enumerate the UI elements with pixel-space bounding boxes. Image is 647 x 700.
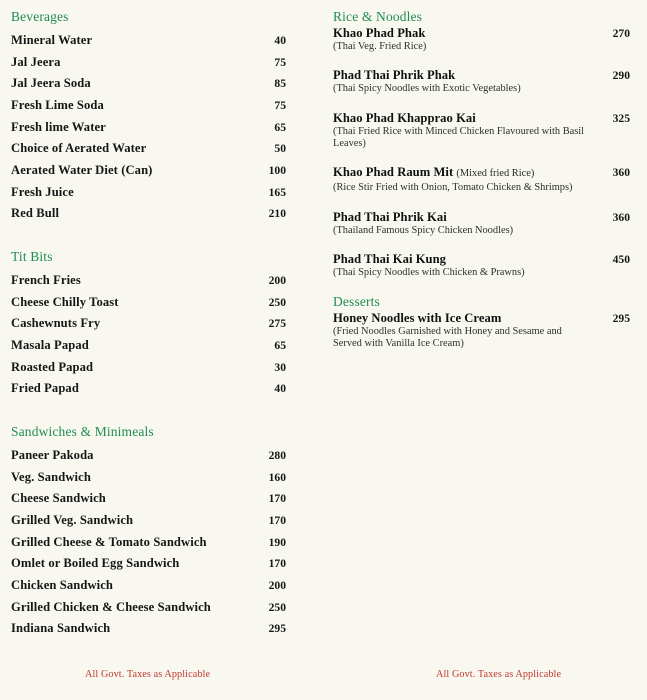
menu-item-price: 360: [612, 210, 630, 224]
menu-item-price: 30: [274, 360, 286, 374]
menu-item-row: [11, 556, 286, 578]
menu-item-name: Fresh lime Water: [11, 119, 106, 134]
menu-item-row: [333, 111, 630, 151]
menu-section: [333, 295, 630, 351]
section-heading: Beverages: [11, 9, 69, 24]
menu-item-price: 295: [268, 622, 286, 636]
menu-item-description: (Rice Stir Fried with Onion, Tomato Chicken & Shrimps): [333, 182, 573, 194]
menu-item-row: [11, 163, 286, 185]
menu-item-title-line: [333, 165, 592, 182]
menu-item-row: [333, 252, 630, 279]
menu-item-name: Choice of Aerated Water: [11, 141, 147, 156]
menu-item-name: Khao Phad Phak: [333, 25, 426, 40]
menu-item-price: 170: [268, 492, 286, 506]
menu-item-title-line: [333, 252, 592, 267]
menu-item-name: Masala Papad: [11, 337, 89, 352]
menu-item-row: [11, 600, 286, 622]
menu-item-row: [333, 210, 630, 237]
menu-item-price: 165: [268, 185, 286, 199]
menu-item-title-line: [333, 210, 592, 225]
menu-item-price: 450: [612, 253, 630, 267]
menu-item-title-line: [333, 111, 592, 126]
menu-section: [333, 10, 630, 280]
menu-item-name: Khao Phad Raum Mit: [333, 165, 454, 180]
menu-item-price: 190: [268, 535, 286, 549]
menu-item-text: [333, 165, 600, 194]
menu-item-price: 210: [268, 207, 286, 221]
menu-item-row: [11, 360, 286, 382]
menu-item-name: French Fries: [11, 272, 81, 287]
section-heading: Rice & Noodles: [333, 9, 423, 24]
menu-item-name: Fried Papad: [11, 381, 79, 396]
menu-item-row: [11, 141, 286, 163]
menu-item-row: [11, 381, 286, 403]
menu-item-name: Cheese Sandwich: [11, 491, 106, 506]
menu-item-description: (Fried Noodles Garnished with Honey and Sesame and Served with Vanilla Ice Cream): [333, 325, 562, 349]
menu-item-row: [11, 33, 286, 55]
menu-item-row: [11, 185, 286, 207]
menu-item-name: Fresh Juice: [11, 184, 74, 199]
menu-item-price: 85: [274, 77, 286, 91]
menu-item-name-note: (Mixed fried Rice): [456, 168, 535, 180]
menu-item-row: [11, 621, 286, 643]
menu-item-name: Grilled Chicken & Cheese Sandwich: [11, 599, 211, 614]
menu-item-price: 65: [274, 120, 286, 134]
menu-item-text: [333, 111, 600, 151]
menu-item-price: 40: [274, 382, 286, 396]
menu-item-name: Grilled Veg. Sandwich: [11, 512, 134, 527]
menu-item-name: Veg. Sandwich: [11, 469, 91, 484]
menu-item-name: Omlet or Boiled Egg Sandwich: [11, 556, 180, 571]
menu-item-name: Grilled Cheese & Tomato Sandwich: [11, 534, 207, 549]
menu-item-row: [333, 311, 630, 351]
menu-item-row: [11, 55, 286, 77]
menu-item-name: Fresh Lime Soda: [11, 97, 104, 112]
menu-item-description: (Thailand Famous Spicy Chicken Noodles): [333, 224, 514, 236]
menu-section: [11, 250, 286, 403]
menu-item-row: [11, 578, 286, 600]
menu-item-title-line: [333, 68, 592, 83]
menu-item-row: [11, 76, 286, 98]
menu-item-row: [11, 448, 286, 470]
menu-item-price: 270: [612, 26, 630, 40]
menu-item-name: Cheese Chilly Toast: [11, 294, 119, 309]
menu-item-price: 170: [268, 513, 286, 527]
menu-item-row: [11, 535, 286, 557]
menu-item-row: [333, 26, 630, 53]
menu-column-right: [324, 0, 647, 700]
menu-item-price: 50: [274, 142, 286, 156]
menu-item-row: [11, 206, 286, 228]
section-heading: Tit Bits: [11, 249, 53, 265]
menu-item-name: Honey Noodles with Ice Cream: [333, 310, 502, 325]
menu-item-price: 290: [612, 69, 630, 83]
menu-item-title-line: [333, 26, 592, 41]
menu-item-price: 75: [274, 98, 286, 112]
menu-item-price: 360: [612, 166, 630, 180]
menu-item-name: Jal Jeera Soda: [11, 76, 91, 91]
menu-item-name: Phad Thai Phrik Phak: [333, 68, 456, 83]
menu-item-price: 295: [612, 311, 630, 325]
menu-item-row: [11, 295, 286, 317]
section-heading: Sandwiches & Minimeals: [11, 424, 154, 439]
menu-item-price: 100: [268, 163, 286, 177]
menu-item-name: Phad Thai Kai Kung: [333, 252, 447, 267]
menu-item-name: Aerated Water Diet (Can): [11, 162, 153, 177]
menu-item-name: Cashewnuts Fry: [11, 316, 101, 331]
menu-item-description: (Thai Veg. Fried Rice): [333, 40, 427, 52]
menu-item-price: 200: [268, 578, 286, 592]
menu-item-row: [11, 98, 286, 120]
menu-item-row: [11, 470, 286, 492]
menu-item-price: 40: [274, 33, 286, 47]
menu-section: [11, 425, 286, 643]
menu-item-row: [11, 338, 286, 360]
section-heading: Desserts: [333, 293, 380, 309]
menu-item-price: 65: [274, 338, 286, 352]
menu-item-text: [333, 311, 600, 351]
menu-item-name: Roasted Papad: [11, 359, 94, 374]
menu-item-row: [333, 165, 630, 194]
menu-item-text: [333, 210, 600, 237]
menu-item-text: [333, 252, 600, 279]
menu-item-price: 275: [268, 317, 286, 331]
menu-item-name: Paneer Pakoda: [11, 447, 94, 462]
menu-item-price: 200: [268, 273, 286, 287]
menu-item-name: Chicken Sandwich: [11, 577, 114, 592]
footer-tax-note-left: All Govt. Taxes as Applicable: [85, 669, 211, 680]
menu-item-row: [11, 120, 286, 142]
menu-item-price: 75: [274, 55, 286, 69]
menu-item-description: (Thai Spicy Noodles with Chicken & Prawns): [333, 267, 525, 279]
menu-item-description: (Thai Fried Rice with Minced Chicken Flavoured with Basil Leaves): [333, 125, 585, 150]
menu-item-description: (Thai Spicy Noodles with Exotic Vegetables): [333, 83, 521, 95]
menu-item-price: 325: [612, 111, 630, 125]
menu-item-row: [11, 491, 286, 513]
footer-tax-note-right: All Govt. Taxes as Applicable: [436, 669, 562, 680]
menu-item-name: Jal Jeera: [11, 54, 61, 69]
menu-item-name: Indiana Sandwich: [11, 621, 111, 636]
menu-item-price: 250: [268, 600, 286, 614]
menu-item-name: Mineral Water: [11, 32, 93, 47]
menu-item-row: [11, 316, 286, 338]
menu-section: [11, 10, 286, 228]
menu-item-text: [333, 68, 600, 95]
menu-item-text: [333, 26, 600, 53]
menu-item-name: Red Bull: [11, 206, 60, 221]
menu-item-price: 280: [268, 448, 286, 462]
menu-item-row: [11, 273, 286, 295]
menu-item-title-line: [333, 311, 592, 326]
menu-item-row: [333, 68, 630, 95]
menu-item-price: 160: [268, 470, 286, 484]
menu-item-name: Phad Thai Phrik Kai: [333, 209, 447, 224]
menu-item-name: Khao Phad Khapprao Kai: [333, 110, 476, 125]
menu-item-price: 170: [268, 557, 286, 571]
menu-item-price: 250: [268, 295, 286, 309]
menu-item-row: [11, 513, 286, 535]
